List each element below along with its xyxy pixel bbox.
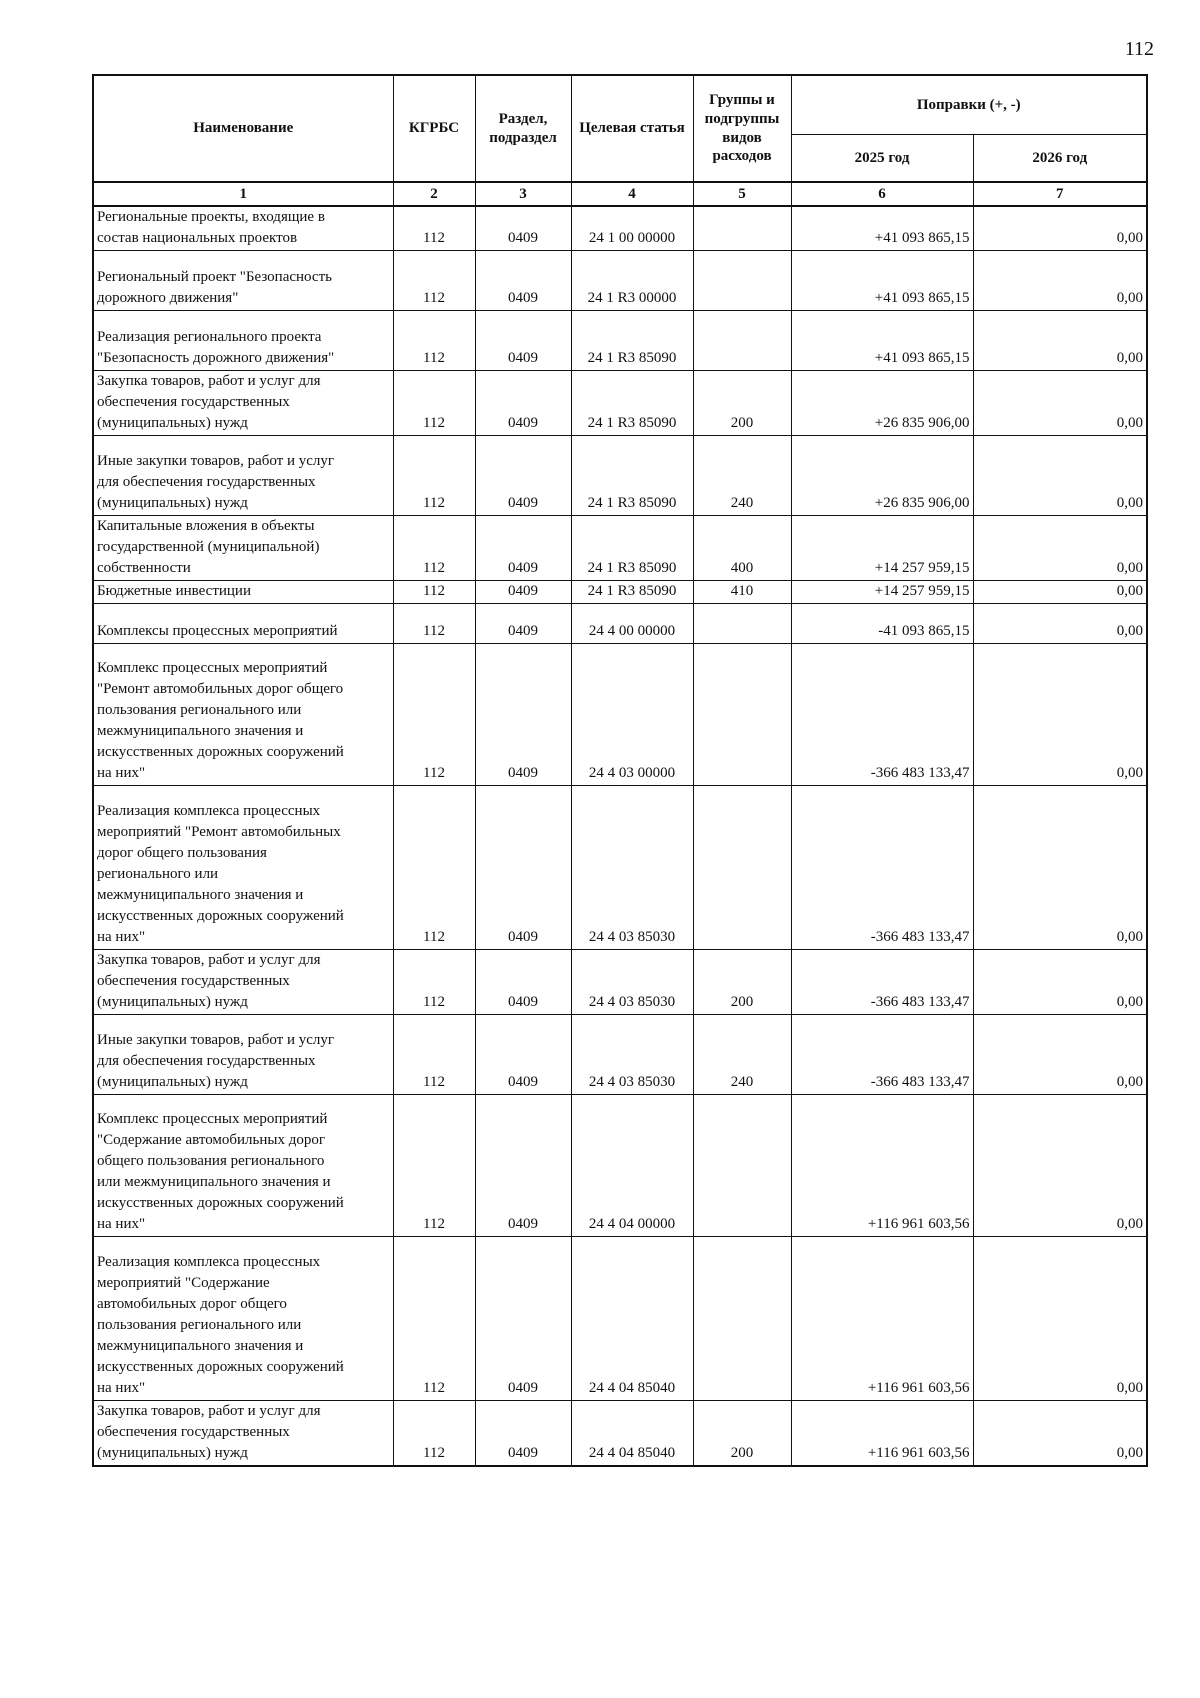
table-row (93, 516, 1147, 581)
row-group (693, 786, 791, 950)
column-number: 6 (791, 182, 973, 206)
row-kgrbs: 112 (393, 1015, 475, 1095)
row-amount-2026: 0,00 (973, 1015, 1147, 1095)
column-number: 3 (475, 182, 571, 206)
row-kgrbs: 112 (393, 644, 475, 786)
row-kgrbs: 112 (393, 786, 475, 950)
row-amount-2026: 0,00 (973, 644, 1147, 786)
row-section: 0409 (475, 371, 571, 436)
row-group (693, 1237, 791, 1401)
row-group: 200 (693, 371, 791, 436)
row-name: Региональный проект "Безопасность дорожного движения" (93, 251, 393, 311)
row-amount-2026: 0,00 (973, 1095, 1147, 1237)
header-kgrbs: КГРБС (393, 75, 475, 182)
row-group: 410 (693, 581, 791, 604)
table-body (93, 206, 1147, 1466)
header-groups: Группы и подгруппы видов расходов (693, 75, 791, 182)
column-number: 4 (571, 182, 693, 206)
row-name: Иные закупки товаров, работ и услуг для обеспечения государственных (муниципальных) нужд (93, 436, 393, 516)
row-target: 24 4 04 00000 (571, 1095, 693, 1237)
row-amount-2025: -366 483 133,47 (791, 950, 973, 1015)
row-section: 0409 (475, 604, 571, 644)
header-target: Целевая статья (571, 75, 693, 182)
row-name: Комплекс процессных мероприятий "Содержание автомобильных дорог общего пользования регионального или межмуниципального значения и искусственных дорожных сооружений на них" (93, 1095, 393, 1237)
row-kgrbs: 112 (393, 206, 475, 251)
row-name: Иные закупки товаров, работ и услуг для обеспечения государственных (муниципальных) нужд (93, 1015, 393, 1095)
row-target: 24 4 03 00000 (571, 644, 693, 786)
row-section: 0409 (475, 1015, 571, 1095)
row-amount-2025: -366 483 133,47 (791, 644, 973, 786)
table-row (93, 371, 1147, 436)
row-section: 0409 (475, 1095, 571, 1237)
row-group: 240 (693, 1015, 791, 1095)
row-target: 24 1 00 00000 (571, 206, 693, 251)
row-name: Закупка товаров, работ и услуг для обеспечения государственных (муниципальных) нужд (93, 1401, 393, 1467)
header-section: Раздел, подраздел (475, 75, 571, 182)
column-number: 5 (693, 182, 791, 206)
row-group (693, 251, 791, 311)
row-target: 24 1 R3 00000 (571, 251, 693, 311)
row-name: Реализация регионального проекта "Безопасность дорожного движения" (93, 311, 393, 371)
page-number: 112 (1124, 38, 1154, 60)
row-amount-2025: +41 093 865,15 (791, 311, 973, 371)
row-target: 24 4 03 85030 (571, 1015, 693, 1095)
row-target: 24 1 R3 85090 (571, 581, 693, 604)
row-section: 0409 (475, 311, 571, 371)
row-target: 24 4 04 85040 (571, 1401, 693, 1467)
row-amount-2026: 0,00 (973, 786, 1147, 950)
column-number: 1 (93, 182, 393, 206)
row-name: Региональные проекты, входящие в состав национальных проектов (93, 206, 393, 251)
row-group: 200 (693, 950, 791, 1015)
row-amount-2025: -41 093 865,15 (791, 604, 973, 644)
row-amount-2026: 0,00 (973, 371, 1147, 436)
row-amount-2026: 0,00 (973, 581, 1147, 604)
row-name: Закупка товаров, работ и услуг для обеспечения государственных (муниципальных) нужд (93, 371, 393, 436)
row-target: 24 4 03 85030 (571, 786, 693, 950)
row-amount-2025: +26 835 906,00 (791, 371, 973, 436)
row-section: 0409 (475, 581, 571, 604)
row-kgrbs: 112 (393, 1095, 475, 1237)
table-row (93, 1095, 1147, 1237)
table-row (93, 1401, 1147, 1467)
row-kgrbs: 112 (393, 516, 475, 581)
budget-table (92, 74, 1148, 1467)
table-row (93, 950, 1147, 1015)
row-kgrbs: 112 (393, 251, 475, 311)
row-kgrbs: 112 (393, 604, 475, 644)
row-name: Реализация комплекса процессных мероприятий "Ремонт автомобильных дорог общего пользования регионального или межмуниципального значения и искусственных дорожных сооружений на них" (93, 786, 393, 950)
header-name: Наименование (93, 75, 393, 182)
header-year-2026: 2026 год (973, 135, 1147, 183)
row-section: 0409 (475, 644, 571, 786)
table-row (93, 206, 1147, 251)
row-section: 0409 (475, 516, 571, 581)
row-group (693, 604, 791, 644)
row-target: 24 1 R3 85090 (571, 516, 693, 581)
column-number: 2 (393, 182, 475, 206)
row-amount-2025: -366 483 133,47 (791, 786, 973, 950)
table-row (93, 311, 1147, 371)
row-group (693, 1095, 791, 1237)
row-amount-2026: 0,00 (973, 950, 1147, 1015)
row-section: 0409 (475, 206, 571, 251)
row-name: Комплекс процессных мероприятий "Ремонт автомобильных дорог общего пользования регионального или межмуниципального значения и искусственных дорожных сооружений на них" (93, 644, 393, 786)
row-name: Реализация комплекса процессных мероприятий "Содержание автомобильных дорог общего пользования регионального или межмуниципального значения и искусственных дорожных сооружений на них" (93, 1237, 393, 1401)
table-row (93, 251, 1147, 311)
row-target: 24 4 03 85030 (571, 950, 693, 1015)
table-row (93, 604, 1147, 644)
row-kgrbs: 112 (393, 311, 475, 371)
row-kgrbs: 112 (393, 1237, 475, 1401)
row-section: 0409 (475, 436, 571, 516)
row-group: 200 (693, 1401, 791, 1467)
table-row (93, 1015, 1147, 1095)
row-amount-2025: +116 961 603,56 (791, 1095, 973, 1237)
row-kgrbs: 112 (393, 950, 475, 1015)
row-amount-2025: +41 093 865,15 (791, 251, 973, 311)
row-amount-2025: +26 835 906,00 (791, 436, 973, 516)
row-group (693, 206, 791, 251)
column-number-row (93, 182, 1147, 206)
row-amount-2025: +14 257 959,15 (791, 516, 973, 581)
row-group (693, 644, 791, 786)
row-amount-2025: +41 093 865,15 (791, 206, 973, 251)
row-amount-2026: 0,00 (973, 516, 1147, 581)
table-row (93, 581, 1147, 604)
row-group: 400 (693, 516, 791, 581)
row-section: 0409 (475, 1237, 571, 1401)
row-amount-2026: 0,00 (973, 311, 1147, 371)
row-amount-2026: 0,00 (973, 251, 1147, 311)
table-row (93, 1237, 1147, 1401)
row-target: 24 1 R3 85090 (571, 436, 693, 516)
row-kgrbs: 112 (393, 436, 475, 516)
row-amount-2025: +116 961 603,56 (791, 1401, 973, 1467)
header-amendments: Поправки (+, -) (791, 75, 1147, 135)
table-row (93, 644, 1147, 786)
row-target: 24 1 R3 85090 (571, 311, 693, 371)
row-target: 24 4 00 00000 (571, 604, 693, 644)
row-amount-2026: 0,00 (973, 206, 1147, 251)
row-amount-2025: +14 257 959,15 (791, 581, 973, 604)
row-amount-2026: 0,00 (973, 1401, 1147, 1467)
row-section: 0409 (475, 786, 571, 950)
row-target: 24 4 04 85040 (571, 1237, 693, 1401)
table-row (93, 786, 1147, 950)
row-name: Комплексы процессных мероприятий (93, 604, 393, 644)
row-amount-2026: 0,00 (973, 604, 1147, 644)
row-target: 24 1 R3 85090 (571, 371, 693, 436)
row-group: 240 (693, 436, 791, 516)
row-amount-2025: -366 483 133,47 (791, 1015, 973, 1095)
row-section: 0409 (475, 950, 571, 1015)
row-name: Закупка товаров, работ и услуг для обеспечения государственных (муниципальных) нужд (93, 950, 393, 1015)
table-row (93, 436, 1147, 516)
row-name: Бюджетные инвестиции (93, 581, 393, 604)
table-header (93, 75, 1147, 206)
row-kgrbs: 112 (393, 371, 475, 436)
row-name: Капитальные вложения в объекты государственной (муниципальной) собственности (93, 516, 393, 581)
header-year-2025: 2025 год (791, 135, 973, 183)
row-kgrbs: 112 (393, 1401, 475, 1467)
row-section: 0409 (475, 251, 571, 311)
row-amount-2026: 0,00 (973, 1237, 1147, 1401)
row-amount-2025: +116 961 603,56 (791, 1237, 973, 1401)
row-section: 0409 (475, 1401, 571, 1467)
row-group (693, 311, 791, 371)
row-kgrbs: 112 (393, 581, 475, 604)
column-number: 7 (973, 182, 1147, 206)
row-amount-2026: 0,00 (973, 436, 1147, 516)
